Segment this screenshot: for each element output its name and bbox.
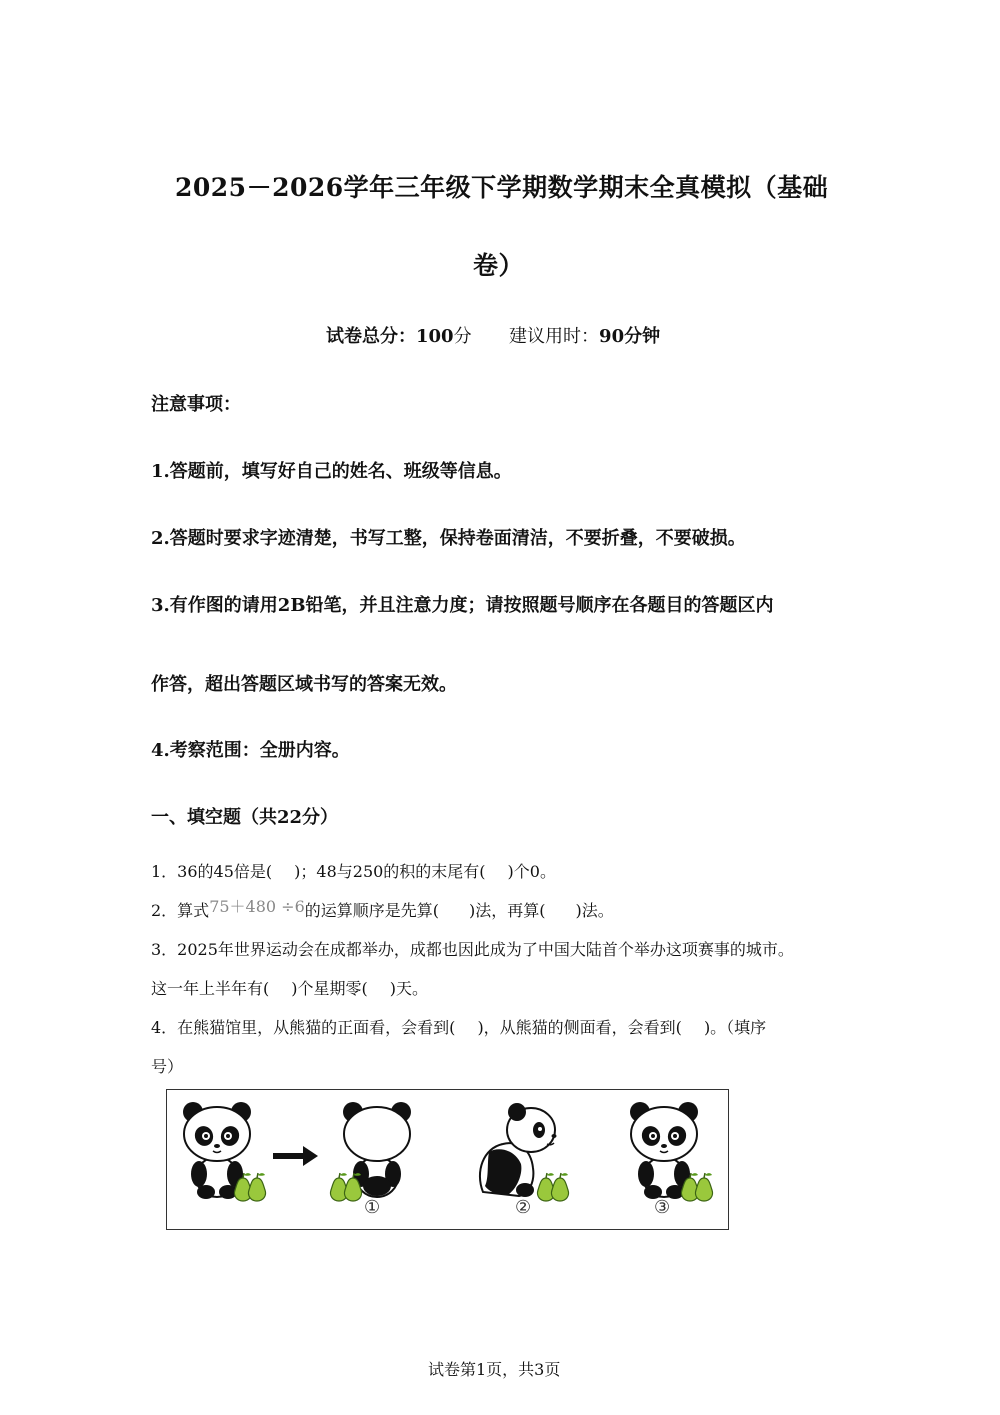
notice-item: 2.答题时要求字迹清楚，书写工整，保持卷面清洁，不要折叠，不要破损。 (151, 528, 746, 549)
time-unit: 分钟 (624, 326, 661, 347)
q2-text-a: 2．算式 (151, 901, 210, 920)
total-score-value: 100 (416, 326, 454, 347)
q4-text-b: )，从熊猫的侧面看，会看到( (477, 1018, 682, 1037)
q3-text-a: 这一年上半年有( (151, 979, 270, 998)
page-footer: 试卷第1页，共3页 (428, 1360, 561, 1379)
question-3-line1: 3．2025年世界运动会在成都举办，成都也因此成为了中国大陆首个举办这项赛事的城市。 (151, 940, 794, 959)
q2-text-b: 的运算顺序是先算( (304, 901, 440, 920)
q1-text-a: 1．36的45倍是( (151, 862, 273, 881)
question-4-line1 (151, 1015, 766, 1038)
panda-figure (166, 1089, 729, 1230)
q4-text-a: 4．在熊猫馆里，从熊猫的正面看，会看到( (151, 1018, 456, 1037)
option-label-2: ② (515, 1197, 532, 1218)
question-3-line2 (151, 976, 428, 999)
total-score-unit: 分 (453, 326, 472, 347)
option-label-1: ① (364, 1197, 381, 1218)
q1-text-c: )个0。 (507, 862, 556, 881)
q3-text-b: )个星期零( (291, 979, 368, 998)
page-title-line1: 2025－2026学年三年级下学期数学期末全真模拟（基础 (175, 173, 829, 202)
total-score-label: 试卷总分： (326, 326, 416, 347)
q3-text-c: )天。 (389, 979, 428, 998)
question-2 (151, 898, 614, 921)
notice-heading: 注意事项： (151, 394, 241, 415)
section-heading: 一、填空题（共22分） (151, 807, 339, 828)
q2-formula: 75＋480 ÷6 (209, 897, 305, 916)
arrow-right-icon (273, 1146, 318, 1166)
option-label-3: ③ (654, 1197, 671, 1218)
page-title-line2: 卷） (473, 251, 525, 280)
exam-meta (326, 322, 660, 348)
notice-item: 4.考察范围：全册内容。 (151, 740, 350, 761)
notice-item: 作答，超出答题区域书写的答案无效。 (151, 674, 457, 695)
notice-item: 1.答题前，填写好自己的姓名、班级等信息。 (151, 461, 512, 482)
q2-text-d: )法。 (575, 901, 614, 920)
panda-illustration (167, 1090, 728, 1229)
q2-text-c: )法，再算( (469, 901, 546, 920)
question-1 (151, 859, 556, 882)
question-4-line2: 号） (151, 1057, 184, 1076)
time-label: 建议用时： (509, 326, 600, 347)
time-value: 90 (599, 326, 625, 347)
notice-item: 3.有作图的请用2B铅笔，并且注意力度；请按照题号顺序在各题目的答题区内 (151, 595, 774, 616)
q4-text-c: )。（填序 (703, 1018, 767, 1037)
q1-text-b: )；48与250的积的末尾有( (294, 862, 486, 881)
